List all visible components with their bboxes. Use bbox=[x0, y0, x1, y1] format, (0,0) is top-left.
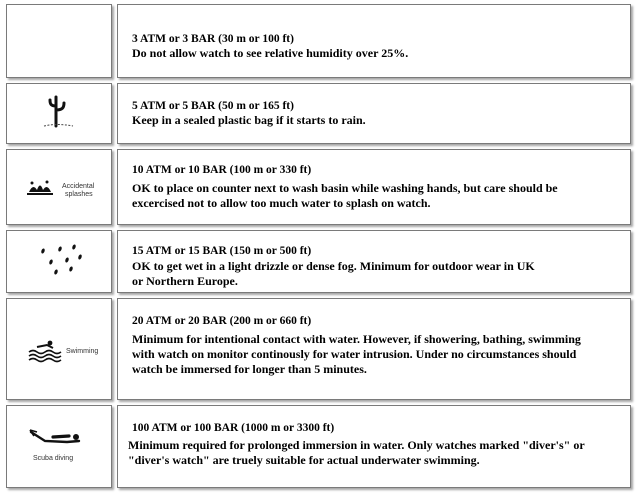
icon-cell-splash bbox=[6, 149, 112, 225]
rating-text-line: Keep in a sealed plastic bag if it starts to rain. bbox=[132, 113, 366, 127]
icon-caption: Swimming bbox=[66, 348, 99, 355]
rating-text-line: "diver's watch" are truely suitable for actual underwater swimming. bbox=[128, 453, 480, 467]
rating-row-20atm bbox=[6, 298, 631, 400]
rating-text-line: with watch on monitor continously for water intrusion. Under no circumstances should bbox=[132, 347, 577, 361]
rating-text-line: OK to place on counter next to wash basin while washing hands, but care should be bbox=[132, 181, 558, 195]
rating-row-100atm bbox=[6, 405, 631, 488]
rating-heading: 20 ATM or 20 BAR (200 m or 660 ft) bbox=[132, 315, 312, 327]
icon-cell-scuba bbox=[6, 405, 112, 488]
icon-cell-empty bbox=[6, 4, 112, 78]
rating-text-line: excercised not to allow too much water to splash on watch. bbox=[132, 196, 431, 210]
rating-row-3atm bbox=[6, 4, 631, 78]
rating-row-5atm bbox=[6, 83, 631, 144]
rating-text-line: Do not allow watch to see relative humidity over 25%. bbox=[132, 46, 409, 60]
icon-caption: Scuba diving bbox=[33, 455, 74, 462]
icon-caption: splashes bbox=[65, 191, 93, 198]
description-cell bbox=[117, 4, 631, 78]
description-cell bbox=[117, 298, 631, 400]
rating-heading: 15 ATM or 15 BAR (150 m or 500 ft) bbox=[132, 245, 312, 257]
rating-text-line: Minimum for intentional contact with water. However, if showering, bathing, swimming bbox=[132, 332, 581, 346]
rating-text-line: Minimum required for prolonged immersion in water. Only watches marked "diver's" or bbox=[128, 438, 585, 452]
icon-cell-cactus bbox=[6, 83, 112, 144]
raindrops-icon bbox=[7, 231, 113, 294]
rating-heading: 5 ATM or 5 BAR (50 m or 165 ft) bbox=[132, 100, 294, 112]
rating-heading: 100 ATM or 100 BAR (1000 m or 3300 ft) bbox=[132, 422, 335, 434]
rating-text-line: watch be immersed for longer than 5 minutes. bbox=[132, 362, 367, 376]
description-cell bbox=[117, 405, 631, 488]
rating-row-10atm bbox=[6, 149, 631, 225]
description-cell bbox=[117, 83, 631, 144]
icon-cell-rain bbox=[6, 230, 112, 293]
cactus-icon bbox=[7, 84, 113, 145]
description-cell bbox=[117, 149, 631, 225]
splash-icon bbox=[7, 150, 113, 226]
rating-heading: 3 ATM or 3 BAR (30 m or 100 ft) bbox=[132, 33, 294, 45]
scuba-diver-icon bbox=[7, 406, 113, 489]
rating-heading: 10 ATM or 10 BAR (100 m or 330 ft) bbox=[132, 164, 312, 176]
rating-row-15atm bbox=[6, 230, 631, 293]
rating-text-line: OK to get wet in a light drizzle or dense fog. Minimum for outdoor wear in UK bbox=[132, 259, 535, 273]
rating-text-line: or Northern Europe. bbox=[132, 274, 238, 288]
description-cell bbox=[117, 230, 631, 293]
icon-cell-swimming bbox=[6, 298, 112, 400]
icon-caption: Accidental bbox=[62, 183, 95, 190]
